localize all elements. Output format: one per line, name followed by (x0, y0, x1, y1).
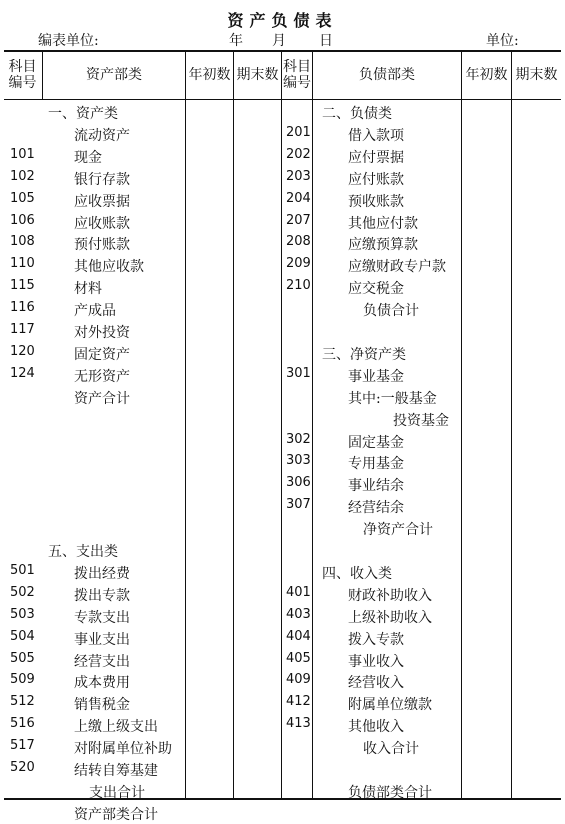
account-code: 505 (10, 650, 35, 666)
header-assets-section: 资产部类 (86, 67, 142, 83)
header-begin-right: 年初数 (465, 67, 508, 83)
account-code: 124 (10, 365, 35, 381)
account-name: 事业收入 (348, 653, 404, 670)
account-name: 应交税金 (348, 281, 404, 298)
account-code: 203 (286, 168, 311, 184)
account-code: 108 (10, 234, 35, 250)
account-name: 资产合计 (74, 390, 130, 407)
account-code: 106 (10, 212, 35, 228)
account-name: 产成品 (74, 303, 116, 320)
account-name: 支出合计 (89, 784, 145, 801)
column-divider (461, 51, 462, 799)
day-label: 日 (319, 33, 333, 49)
page-title: 资产负债表 (227, 11, 338, 30)
account-name: 销售税金 (74, 697, 130, 714)
account-name: 现金 (74, 149, 102, 166)
account-name: 预付账款 (74, 237, 130, 254)
year-label: 年 (229, 33, 243, 49)
account-code: 115 (10, 278, 35, 294)
account-name: 附属单位缴款 (348, 697, 432, 714)
account-name: 事业结余 (348, 478, 404, 495)
account-name: 收入合计 (363, 741, 419, 758)
account-name: 二、负债类 (322, 106, 392, 122)
account-name: 借入款项 (348, 127, 404, 144)
account-name: 应付票据 (348, 149, 404, 166)
account-name: 专用基金 (348, 456, 404, 473)
account-code: 306 (286, 475, 311, 491)
account-name: 应付账款 (348, 171, 404, 188)
account-name: 无形资产 (74, 368, 130, 385)
account-name: 资产部类合计 (74, 806, 158, 823)
currency-unit-label: 单位: (486, 33, 519, 49)
account-code: 413 (286, 716, 311, 732)
account-name: 其他应付款 (348, 215, 418, 232)
account-name: 成本费用 (74, 675, 130, 692)
account-name: 净资产合计 (363, 522, 433, 539)
header-bottom-rule (4, 99, 561, 100)
account-name: 一、资产类 (48, 106, 118, 122)
account-name: 其中:一般基金 (348, 390, 437, 407)
account-code: 307 (286, 497, 311, 513)
account-name: 投资基金 (393, 412, 449, 429)
table-bottom-rule (4, 798, 561, 800)
account-code: 403 (286, 606, 311, 622)
account-name: 应缴预算款 (348, 237, 418, 254)
account-name: 其他应收款 (74, 259, 144, 276)
column-divider (312, 51, 313, 799)
account-code: 301 (286, 365, 311, 381)
column-divider (281, 51, 282, 799)
account-name: 事业支出 (74, 631, 130, 648)
account-code: 412 (286, 694, 311, 710)
reporting-unit-label: 编表单位: (38, 33, 99, 49)
account-name: 拨出专款 (74, 587, 130, 604)
account-code: 102 (10, 168, 35, 184)
account-name: 上级补助收入 (348, 609, 432, 626)
account-name: 经营收入 (348, 675, 404, 692)
account-code: 520 (10, 760, 35, 775)
account-code: 401 (286, 584, 311, 600)
account-name: 负债合计 (363, 303, 419, 320)
account-code: 405 (286, 650, 311, 666)
account-code: 409 (286, 672, 311, 688)
account-code: 504 (10, 628, 35, 644)
account-name: 对外投资 (74, 325, 130, 341)
header-liabilities-section: 负债部类 (359, 67, 415, 83)
account-name: 四、收入类 (322, 565, 392, 582)
month-label: 月 (272, 33, 286, 49)
account-code: 120 (10, 343, 35, 359)
account-code: 209 (286, 256, 311, 272)
account-name: 固定资产 (74, 346, 130, 363)
account-code: 117 (10, 322, 35, 337)
header-begin-left: 年初数 (188, 67, 231, 83)
account-code: 101 (10, 146, 35, 162)
header-end-left: 期末数 (236, 67, 279, 83)
account-name: 预收账款 (348, 193, 404, 210)
account-name: 五、支出类 (48, 544, 118, 560)
account-name: 上缴上级支出 (74, 719, 158, 736)
account-name: 经营结余 (348, 500, 404, 517)
account-code: 110 (10, 256, 35, 272)
column-divider (511, 51, 512, 799)
account-name: 事业基金 (348, 368, 404, 385)
account-name: 经营支出 (74, 653, 130, 670)
column-divider (185, 51, 186, 799)
account-name: 固定基金 (348, 434, 404, 451)
account-name: 三、净资产类 (322, 346, 406, 363)
header-code-left: 科目编号 (8, 59, 37, 91)
account-name: 结转自筹基建 (74, 763, 158, 779)
account-code: 105 (10, 190, 35, 206)
account-name: 流动资产 (74, 127, 130, 144)
account-name: 银行存款 (74, 171, 130, 188)
account-code: 512 (10, 694, 35, 710)
header-code-right: 科目编号 (283, 59, 311, 91)
account-code: 204 (286, 190, 311, 206)
account-code: 516 (10, 716, 35, 732)
account-code: 404 (286, 628, 311, 644)
account-name: 拨入专款 (348, 631, 404, 648)
account-code: 509 (10, 672, 35, 688)
account-name: 专款支出 (74, 609, 130, 626)
account-name: 财政补助收入 (348, 587, 432, 604)
account-name: 材料 (74, 281, 102, 298)
account-code: 502 (10, 584, 35, 600)
account-code: 207 (286, 212, 311, 228)
account-name: 负债部类合计 (348, 784, 432, 801)
account-code: 201 (286, 124, 311, 140)
table-top-rule (4, 50, 561, 52)
account-code: 517 (10, 738, 35, 754)
account-code: 501 (10, 562, 35, 578)
account-name: 对附属单位补助 (74, 741, 172, 758)
account-name: 其他收入 (348, 719, 404, 736)
header-end-right: 期末数 (515, 67, 558, 83)
account-name: 拨出经费 (74, 565, 130, 582)
account-name: 应缴财政专户款 (348, 259, 446, 276)
column-divider (233, 51, 234, 799)
account-code: 503 (10, 606, 35, 622)
account-code: 303 (286, 453, 311, 469)
account-name: 应收票据 (74, 193, 130, 210)
account-code: 210 (286, 278, 311, 294)
account-code: 302 (286, 431, 311, 447)
account-code: 116 (10, 300, 35, 316)
account-code: 202 (286, 146, 311, 162)
account-name: 应收账款 (74, 215, 130, 232)
account-code: 208 (286, 234, 311, 250)
